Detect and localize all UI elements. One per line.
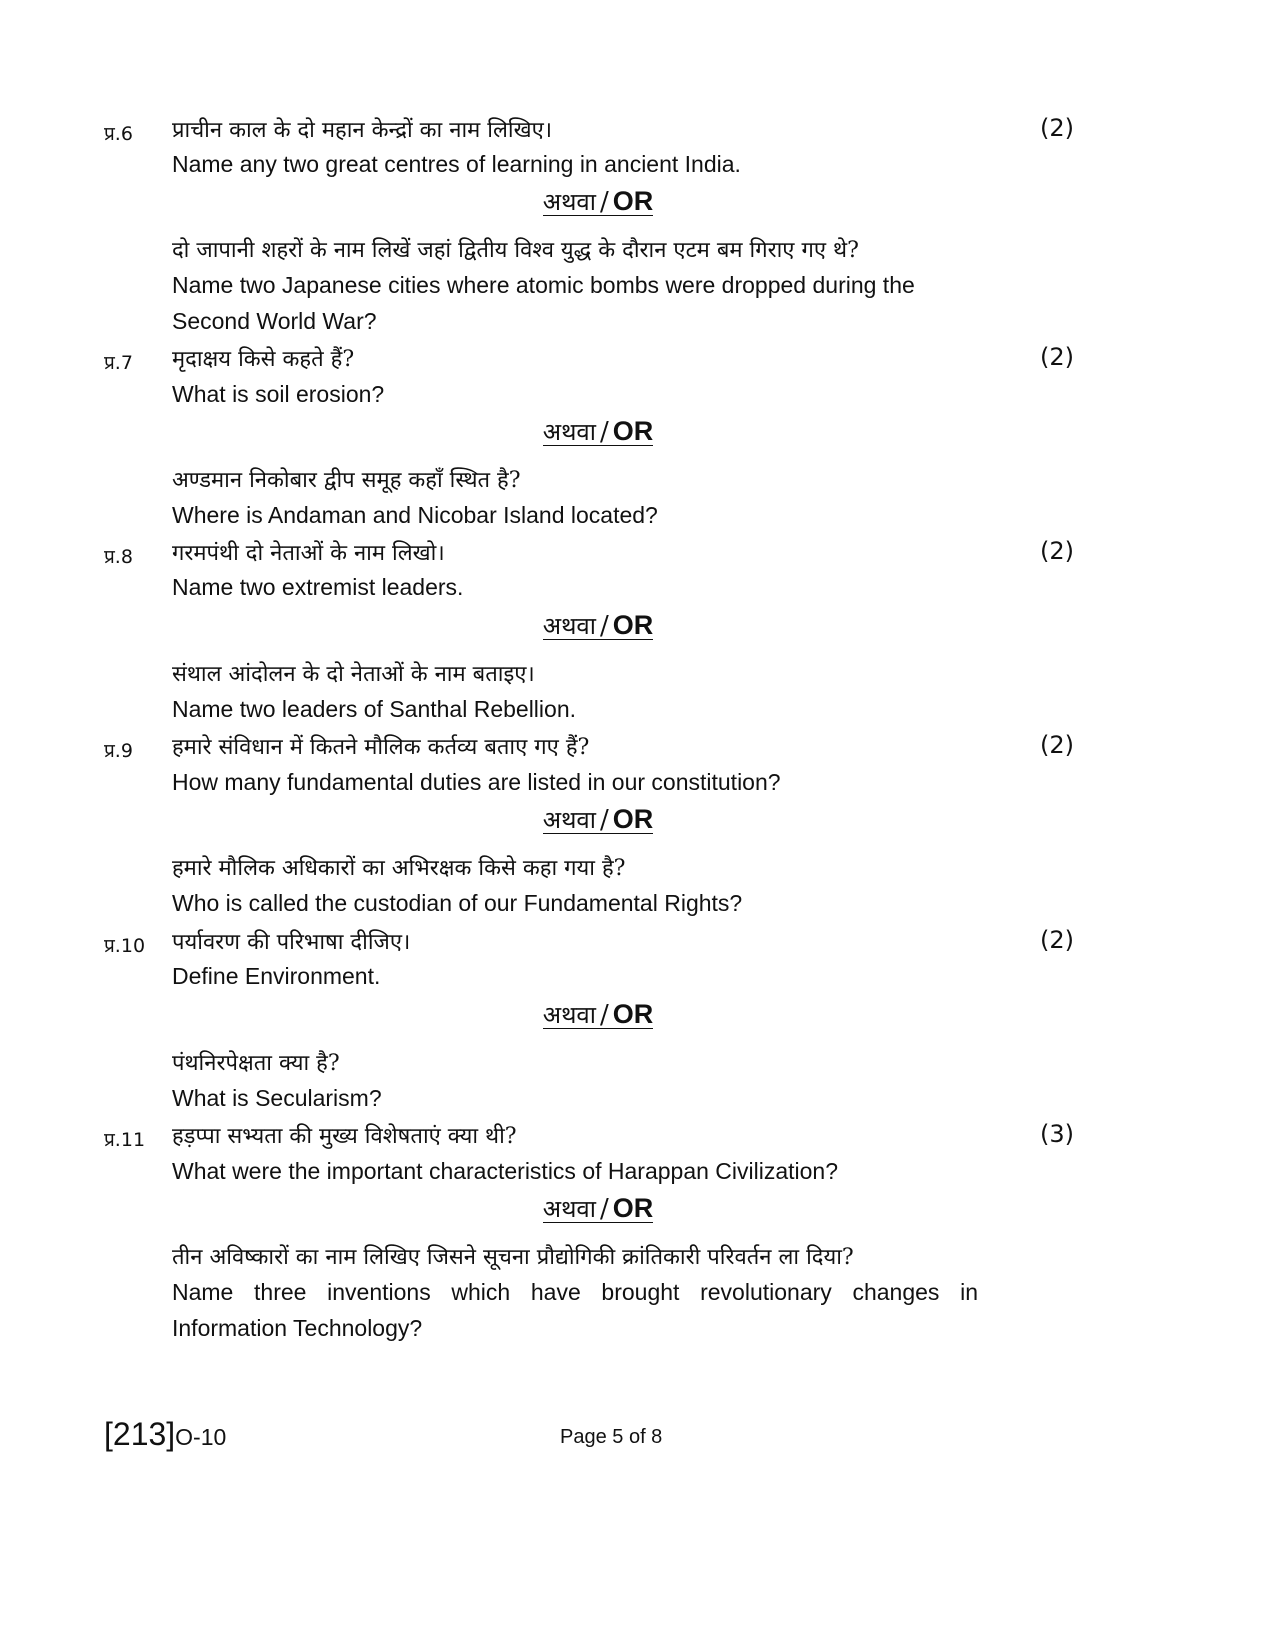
alternate-question-hindi: दो जापानी शहरों के नाम लिखें जहां द्वितीय विश्व युद्ध के दौरान एटम बम गिराए गए थे?	[172, 238, 859, 263]
or-divider: अथवा / OR	[542, 999, 654, 1030]
alternate-question-hindi: तीन अविष्कारों का नाम लिखिए जिसने सूचना प्रौद्योगिकी क्रांतिकारी परिवर्तन ला दिया?	[172, 1245, 854, 1270]
question-text-hindi: हमारे संविधान में कितने मौलिक कर्तव्य बताए गए हैं?	[172, 735, 590, 760]
alternate-question-english: Name three inventions which have brought revolutionary changes in	[172, 1279, 978, 1305]
question-text-english: Name any two great centres of learning in ancient India.	[172, 151, 741, 177]
paper-code	[104, 1416, 226, 1453]
question-number: प्र.10	[104, 935, 146, 957]
question-text-hindi: हड़प्पा सभ्यता की मुख्य विशेषताएं क्या थी?	[172, 1124, 517, 1149]
question-marks: (2)	[1040, 343, 1074, 371]
alternate-question-english-cont: Second World War?	[172, 308, 377, 334]
alternate-question-english: Where is Andaman and Nicobar Island located?	[172, 502, 658, 528]
paper-code-main: [213]	[104, 1416, 176, 1452]
question-number: प्र.9	[104, 740, 133, 762]
question-marks: (2)	[1040, 731, 1074, 759]
question-text-english: What were the important characteristics of Harappan Civilization?	[172, 1158, 839, 1184]
page-number: Page 5 of 8	[560, 1426, 663, 1448]
question-marks: (2)	[1040, 926, 1074, 954]
alternate-question-english: Who is called the custodian of our Fundamental Rights?	[172, 890, 743, 916]
paper-code-suffix: O-10	[175, 1424, 227, 1450]
question-text-hindi: गरमपंथी दो नेताओं के नाम लिखो।	[172, 541, 445, 566]
or-divider: अथवा / OR	[542, 186, 654, 217]
alternate-question-hindi: पंथनिरपेक्षता क्या है?	[172, 1051, 340, 1076]
question-text-hindi: प्राचीन काल के दो महान केन्द्रों का नाम लिखिए।	[172, 118, 553, 143]
alternate-question-hindi: संथाल आंदोलन के दो नेताओं के नाम बताइए।	[172, 662, 535, 687]
alternate-question-english: What is Secularism?	[172, 1085, 382, 1111]
or-divider: अथवा / OR	[542, 804, 654, 835]
question-number: प्र.6	[104, 123, 133, 145]
or-divider: अथवा / OR	[542, 416, 654, 447]
question-text-hindi: पर्यावरण की परिभाषा दीजिए।	[172, 930, 411, 955]
question-text-hindi: मृदाक्षय किसे कहते हैं?	[172, 347, 355, 372]
question-number: प्र.7	[104, 352, 133, 374]
question-marks: (3)	[1040, 1120, 1074, 1148]
question-text-english: What is soil erosion?	[172, 381, 385, 407]
question-text-english: How many fundamental duties are listed in our constitution?	[172, 769, 781, 795]
question-text-english: Name two extremist leaders.	[172, 574, 464, 600]
question-number: प्र.8	[104, 546, 133, 568]
alternate-question-english: Name two Japanese cities where atomic bombs were dropped during the	[172, 272, 915, 298]
alternate-question-hindi: हमारे मौलिक अधिकारों का अभिरक्षक किसे कहा गया है?	[172, 856, 626, 881]
or-divider: अथवा / OR	[542, 1193, 654, 1224]
alternate-question-english-cont: Information Technology?	[172, 1315, 423, 1341]
question-marks: (2)	[1040, 537, 1074, 565]
question-marks: (2)	[1040, 114, 1074, 142]
question-text-english: Define Environment.	[172, 963, 381, 989]
alternate-question-hindi: अण्डमान निकोबार द्वीप समूह कहाँ स्थित है?	[172, 468, 521, 493]
question-number: प्र.11	[104, 1129, 146, 1151]
alternate-question-english: Name two leaders of Santhal Rebellion.	[172, 696, 577, 722]
or-divider: अथवा / OR	[542, 610, 654, 641]
